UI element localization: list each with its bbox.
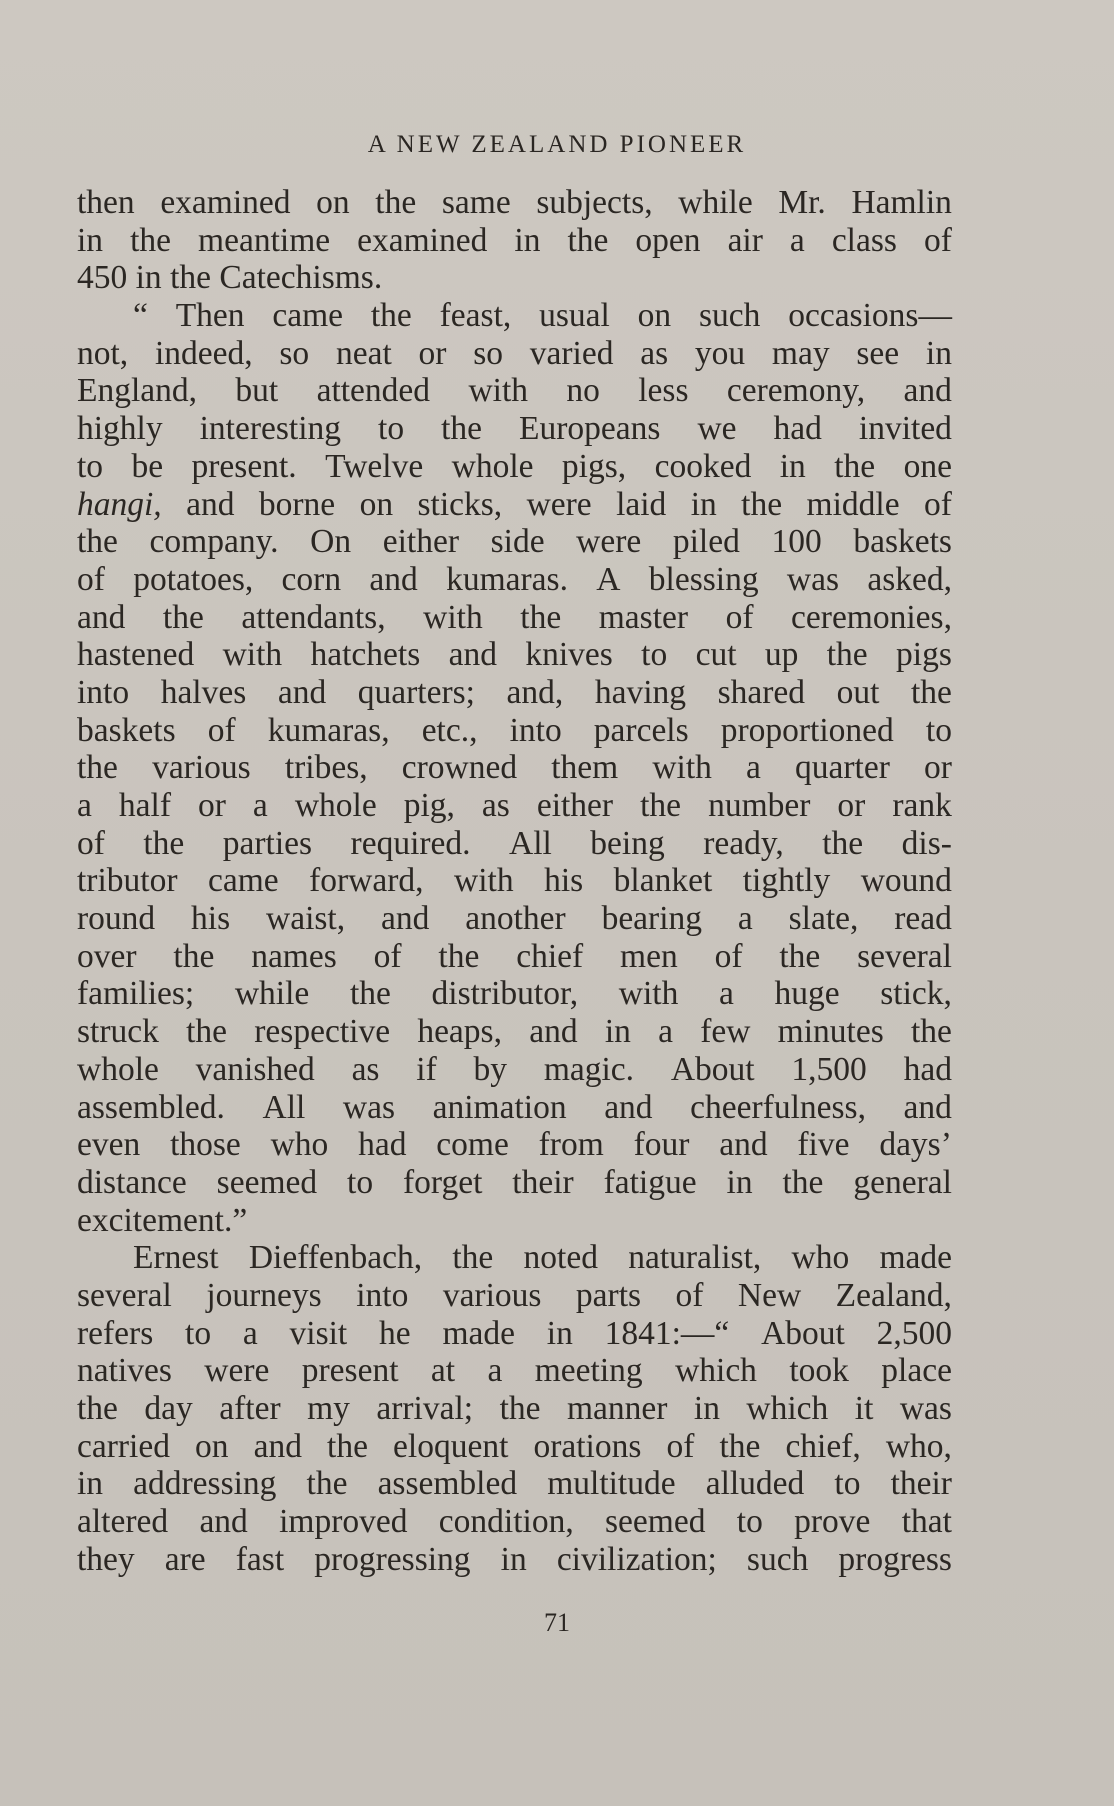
page-number: 71 xyxy=(544,1608,570,1637)
text-line: even those who had come from four and five days’ xyxy=(77,1126,952,1164)
text-line: distance seemed to forget their fatigue in the general xyxy=(77,1163,952,1201)
text-line: whole vanished as if by magic. About 1,500 had xyxy=(77,1050,952,1088)
text-line: then examined on the same subjects, while Mr. Hamlin xyxy=(77,184,952,221)
text-line: families; while the distributor, with a huge stick, xyxy=(77,975,952,1013)
text-line: in addressing the assembled multitude alluded to their xyxy=(77,1465,952,1503)
text-line: refers to a visit he made in 1841:—“ About 2,500 xyxy=(77,1314,952,1352)
text-line: 450 in the Catechisms. xyxy=(77,259,383,297)
text-line: tributor came forward, with his blanket tightly wound xyxy=(77,862,952,900)
text-line: England, but attended with no less ceremony, and xyxy=(77,372,952,410)
text-line: the various tribes, crowned them with a quarter or xyxy=(77,749,952,787)
text-line: of potatoes, corn and kumaras. A blessing was asked, xyxy=(77,560,952,598)
text-line: excitement.” xyxy=(77,1201,248,1239)
text-line: several journeys into various parts of New Zealand, xyxy=(77,1276,952,1314)
text-line: baskets of kumaras, etc., into parcels proportioned to xyxy=(77,711,952,749)
text-line: a half or a whole pig, as either the number or rank xyxy=(77,787,952,824)
text-line: they are fast progressing in civilization; such progress xyxy=(77,1540,952,1578)
text-line: of the parties required. All being ready, the dis- xyxy=(77,824,952,862)
text-line: in the meantime examined in the open air a class of xyxy=(77,221,952,259)
text-line: and the attendants, with the master of ceremonies, xyxy=(77,598,952,636)
body-text xyxy=(77,184,952,1578)
text-line: natives were present at a meeting which took place xyxy=(77,1352,952,1390)
text-line: hastened with hatchets and knives to cut up the pigs xyxy=(77,636,952,674)
text-line: the company. On either side were piled 100 baskets xyxy=(77,523,952,561)
text-line: assembled. All was animation and cheerfulness, and xyxy=(77,1088,952,1126)
running-head: A NEW ZEALAND PIONEER xyxy=(367,131,747,158)
text-line: the day after my arrival; the manner in which it was xyxy=(77,1390,952,1427)
text-line: hangi, and borne on sticks, were laid in the middle of xyxy=(77,485,952,523)
text-line: over the names of the chief men of the several xyxy=(77,937,952,975)
text-line: struck the respective heaps, and in a few minutes the xyxy=(77,1013,952,1051)
text-line: not, indeed, so neat or so varied as you may see in xyxy=(77,334,952,372)
text-line: round his waist, and another bearing a slate, read xyxy=(77,900,952,938)
text-line: highly interesting to the Europeans we had invited xyxy=(77,410,952,448)
text-line: into halves and quarters; and, having shared out the xyxy=(77,673,952,711)
text-line: Ernest Dieffenbach, the noted naturalist, who made xyxy=(133,1239,952,1277)
text-line: to be present. Twelve whole pigs, cooked in the one xyxy=(77,447,952,485)
text-line: altered and improved condition, seemed to prove that xyxy=(77,1503,952,1541)
text-line: “ Then came the feast, usual on such occasions— xyxy=(133,297,952,335)
text-line: carried on and the eloquent orations of the chief, who, xyxy=(77,1427,952,1465)
